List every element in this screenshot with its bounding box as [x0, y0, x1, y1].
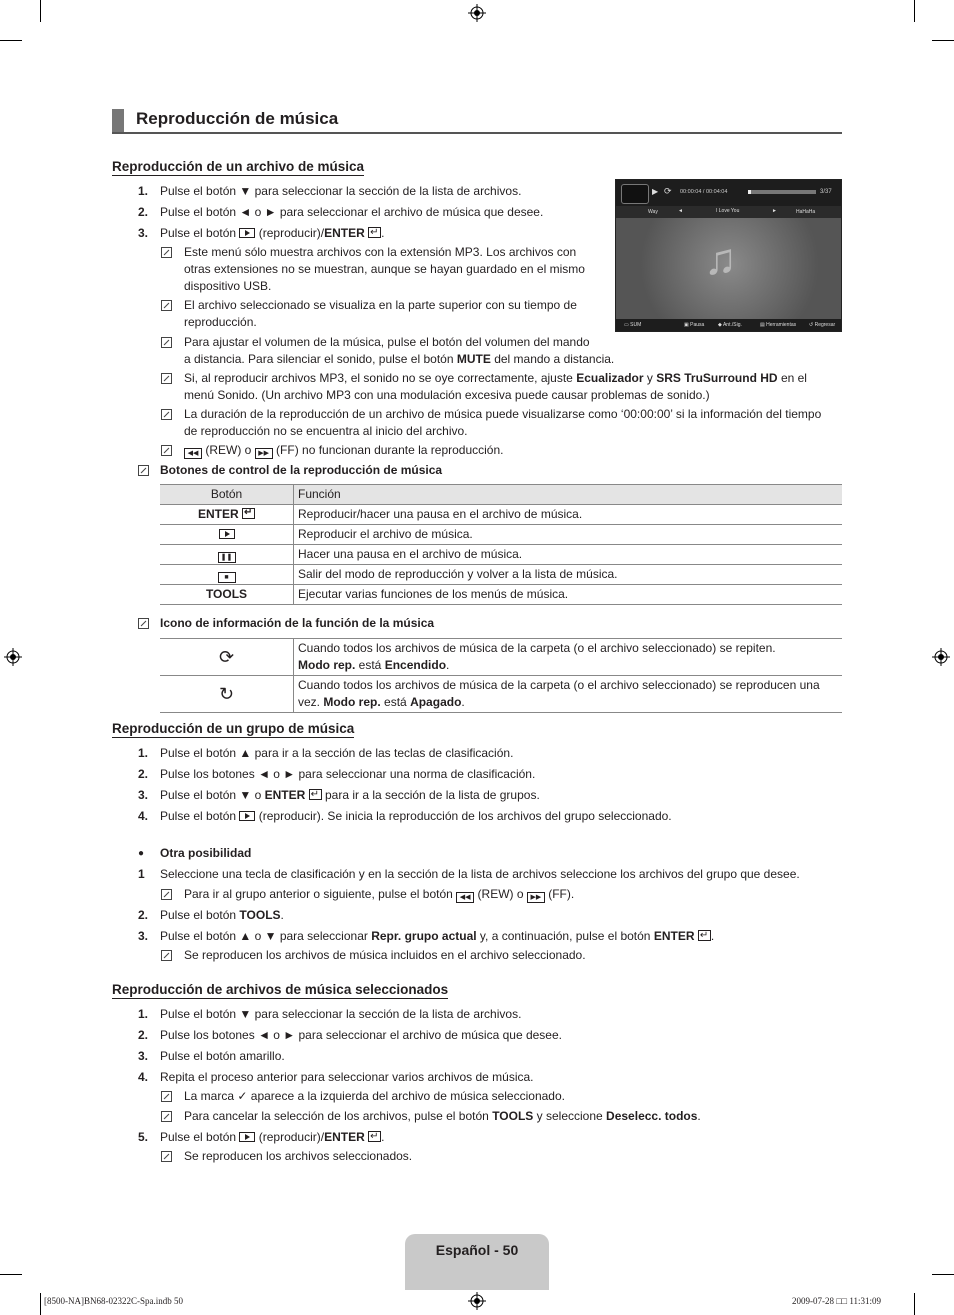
note-text: Para cancelar la selección de los archivos, pulse el botón TOOLS y seleccione Deselecc. todos.: [184, 1109, 701, 1123]
enter-icon: [309, 789, 322, 800]
subheading: Otra posibilidad: [160, 846, 252, 860]
music-icons-table: [160, 638, 842, 713]
note-text: otras extensiones no se muestran, aunque se hayan guardado en el mismo: [184, 262, 585, 276]
registration-mark-icon: [932, 648, 950, 666]
table-label: Icono de información de la función de la música: [160, 616, 435, 630]
button-cell: [160, 525, 294, 545]
repeat-on-icon: ⟳: [160, 639, 294, 676]
function-cell: Reproducir el archivo de música.: [294, 525, 843, 545]
note-icon: [161, 1111, 172, 1122]
return-hint: ↺ Regresar: [809, 322, 836, 328]
step-number: 2.: [138, 1028, 149, 1042]
registration-mark-icon: [4, 648, 22, 666]
table-row: [160, 585, 842, 605]
note-text: reproducción.: [184, 315, 257, 329]
note-icon: [161, 247, 172, 258]
table-row: [160, 545, 842, 565]
step-number: 2.: [138, 205, 149, 219]
step-text: Pulse los botones ◄ o ► para seleccionar el archivo de música que desee.: [160, 1028, 562, 1042]
page-title: Reproducción de música: [136, 109, 339, 128]
step-text: Pulse el botón (reproducir). Se inicia la reproducción de los archivos del grupo seleccionado.: [160, 809, 672, 823]
usb-label: ▭ SUM: [624, 322, 642, 328]
step-number: 1.: [138, 184, 149, 198]
repeat-icon: ⟳: [664, 186, 672, 196]
note-icon: [161, 337, 172, 348]
file-slug: [8500-NA]BN68-02322C-Spa.indb 50: [44, 1296, 183, 1306]
play-button-icon: [239, 811, 255, 821]
step-number: 1: [138, 867, 145, 881]
step-number: 1.: [138, 746, 149, 760]
checkmark-icon: ✓: [237, 1089, 248, 1103]
step-text: Pulse el botón ◄ o ► para seleccionar el archivo de música que desee.: [160, 205, 544, 219]
music-player-screenshot: [615, 179, 842, 332]
crop-mark: [914, 1293, 915, 1315]
table-row: [160, 676, 842, 713]
function-cell: Salir del modo de reproducción y volver a la lista de música.: [294, 565, 843, 585]
step-number: 1.: [138, 1007, 149, 1021]
player-main-area: [616, 218, 842, 321]
bullet-icon: ●: [138, 848, 145, 859]
current-track-label: I Love You: [716, 208, 740, 214]
section-heading: Reproducción de un archivo de música: [112, 159, 365, 174]
tools-hint: ▤ Herramientas: [760, 322, 797, 328]
step-number: 3.: [138, 226, 149, 240]
note-icon: [161, 1151, 172, 1162]
note-icon: [161, 300, 172, 311]
description-cell: Cuando todos los archivos de música de la carpeta (o el archivo seleccionado) se repiten. Modo rep. está Encendido.: [294, 639, 843, 676]
note-icon: [161, 445, 172, 456]
section-heading: Reproducción de archivos de música seleccionados: [112, 982, 449, 997]
function-cell: Hacer una pausa en el archivo de música.: [294, 545, 843, 565]
crop-mark: [0, 40, 22, 41]
note-text: El archivo seleccionado se visualiza en la parte superior con su tiempo de: [184, 298, 577, 312]
section-heading: Reproducción de un grupo de música: [112, 721, 355, 736]
registration-mark-icon: [468, 4, 486, 22]
track-count: 3/37: [820, 189, 832, 195]
function-cell: Reproducir/hacer una pausa en el archivo de música.: [294, 505, 843, 525]
table-header-cell: Función: [294, 485, 843, 505]
note-text: Si, al reproducir archivos MP3, el sonido no se oye correctamente, ajuste Ecualizador y SRS TruSurround HD en el: [184, 371, 807, 385]
crop-mark: [40, 0, 41, 22]
step-number: 4.: [138, 809, 149, 823]
prev-next-hint: ◆ Ant./Sig.: [718, 322, 742, 328]
music-note-icon: ♫: [704, 235, 737, 284]
fast-forward-button-icon: ▶▶: [527, 892, 545, 903]
enter-icon: [242, 508, 255, 519]
note-text: ◀◀ (REW) o ▶▶ (FF) no funcionan durante la reproducción.: [184, 442, 504, 459]
table-row: [160, 565, 842, 585]
enter-icon: [368, 1131, 381, 1142]
note-text: Se reproducen los archivos de música incluidos en el archivo seleccionado.: [184, 948, 586, 962]
play-button-icon: [239, 1132, 255, 1142]
step-number: 2.: [138, 767, 149, 781]
function-cell: Ejecutar varias funciones de los menús de música.: [294, 585, 843, 605]
description-cell: Cuando todos los archivos de música de la carpeta (o el archivo seleccionado) se reproducen una vez. Modo rep. está Apagado.: [294, 676, 843, 713]
control-buttons-table: [160, 484, 842, 605]
note-text: La duración de la reproducción de un archivo de música puede visualizarse como ‘00:00:00’ si la información del tiempo: [184, 407, 822, 421]
pause-hint: ▣ Pausa: [684, 322, 705, 328]
step-text: Pulse el botón (reproducir)/ENTER ↵ .: [160, 1129, 384, 1146]
table-label: Botones de control de la reproducción de música: [160, 463, 443, 477]
play-button-icon: [219, 529, 235, 539]
print-timestamp: 2009-07-28 □□ 11:31:09: [792, 1296, 882, 1306]
play-button-icon: [239, 228, 255, 238]
table-header-row: [160, 485, 842, 505]
title-bar: [112, 109, 124, 132]
player-top-bar: [616, 180, 842, 206]
note-text: Se reproducen los archivos seleccionados.: [184, 1149, 413, 1163]
button-cell: ENTER ↵: [160, 505, 294, 525]
table-row: [160, 505, 842, 525]
note-icon: [138, 465, 149, 476]
enter-icon: [698, 930, 711, 941]
step-text: Pulse el botón (reproducir)/ENTER ↵ .: [160, 225, 384, 242]
step-text: Pulse el botón ▼ para seleccionar la sección de la lista de archivos.: [160, 1007, 522, 1021]
registration-mark-icon: [468, 1292, 486, 1310]
album-icon: [621, 184, 649, 204]
next-track-label: HaHaHa: [796, 209, 816, 215]
step-text: Pulse el botón ▲ para ir a la sección de las teclas de clasificación.: [160, 746, 514, 760]
enter-icon: [368, 227, 381, 238]
fast-forward-button-icon: ▶▶: [255, 448, 273, 459]
player-track-nav: [616, 206, 842, 218]
play-icon: ▶: [652, 187, 659, 196]
note-icon: [161, 409, 172, 420]
step-number: 2.: [138, 908, 149, 922]
rewind-button-icon: ◀◀: [184, 448, 202, 459]
repeat-off-icon: ↻: [160, 676, 294, 713]
crop-mark: [40, 1293, 41, 1315]
note-text: a distancia. Para silenciar el sonido, pulse el botón MUTE del mando a distancia.: [184, 352, 615, 366]
pause-button-icon: ❚❚: [218, 552, 236, 563]
step-text: Pulse el botón ▼ para seleccionar la sección de la lista de archivos.: [160, 184, 522, 198]
step-text: Repita el proceso anterior para seleccionar varios archivos de música.: [160, 1070, 534, 1084]
note-text: dispositivo USB.: [184, 279, 272, 293]
progress-bar: [748, 190, 816, 194]
note-icon: [161, 373, 172, 384]
player-bottom-bar: [616, 319, 842, 331]
step-number: 5.: [138, 1130, 149, 1144]
play-time: 00:00:04 / 00:04:04: [680, 189, 728, 195]
step-text: Pulse el botón amarillo.: [160, 1049, 285, 1063]
table-row: [160, 525, 842, 545]
note-icon: [161, 889, 172, 900]
prev-track-label: Way: [648, 209, 658, 215]
note-icon: [138, 618, 149, 629]
note-text: Para ajustar el volumen de la música, pulse el botón del volumen del mando: [184, 335, 590, 349]
step-number: 3.: [138, 1049, 149, 1063]
step-text: Seleccione una tecla de clasificación y en la sección de la lista de archivos seleccione los archivos del grupo que desee.: [160, 867, 800, 881]
note-text: de reproducción no se encuentra al inicio del archivo.: [184, 424, 468, 438]
table-row: [160, 639, 842, 676]
crop-mark: [932, 1274, 954, 1275]
right-arrow-icon: ►: [772, 208, 777, 214]
left-arrow-icon: ◄: [678, 208, 683, 214]
step-text: Pulse el botón ▼ o ENTER ↵ para ir a la sección de la lista de grupos.: [160, 787, 540, 804]
title-rule: [112, 132, 842, 134]
step-text: Pulse el botón ▲ o ▼ para seleccionar Repr. grupo actual y, a continuación, pulse el botón ENTER ↵ .: [160, 928, 714, 945]
step-text: Pulse el botón TOOLS.: [160, 908, 284, 922]
note-icon: [161, 950, 172, 961]
note-text: menú Sonido. (Un archivo MP3 con una modulación excesiva puede causar problemas de sonido.): [184, 388, 710, 402]
note-text: La marca ✓ aparece a la izquierda del archivo de música seleccionado.: [184, 1089, 565, 1103]
page-number: Español - 50: [435, 1242, 519, 1258]
note-text: Para ir al grupo anterior o siguiente, pulse el botón ◀◀ (REW) o ▶▶ (FF).: [184, 887, 575, 901]
button-cell: TOOLS: [160, 585, 294, 605]
stop-button-icon: ■: [218, 572, 236, 583]
step-text: Pulse los botones ◄ o ► para seleccionar una norma de clasificación.: [160, 767, 536, 781]
button-cell: [160, 545, 294, 565]
step-number: 3.: [138, 929, 149, 943]
table-header-cell: Botón: [160, 485, 294, 505]
button-cell: [160, 565, 294, 585]
note-icon: [161, 1091, 172, 1102]
rewind-button-icon: ◀◀: [456, 892, 474, 903]
step-number: 4.: [138, 1070, 149, 1084]
step-number: 3.: [138, 788, 149, 802]
note-text: Este menú sólo muestra archivos con la extensión MP3. Los archivos con: [184, 245, 577, 259]
crop-mark: [914, 0, 915, 22]
crop-mark: [0, 1274, 22, 1275]
crop-mark: [932, 40, 954, 41]
